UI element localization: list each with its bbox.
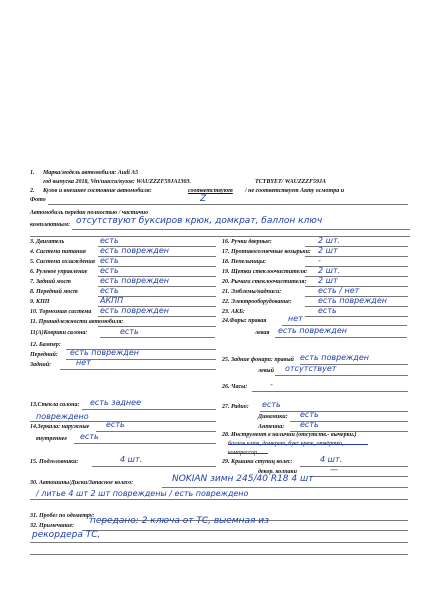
left-item-line [98, 316, 216, 317]
dyn-label: Динамики: [258, 414, 288, 420]
left-item-label: 10. Тормозная система [30, 309, 92, 315]
row2-label-a: Кузов и внешнее состояние автомобиля: [43, 188, 152, 194]
complect-line [72, 229, 410, 230]
right-item-handwriting: 2 шт [318, 276, 338, 285]
left-item-handwriting: есть поврежден [100, 306, 169, 315]
row11a-line [100, 337, 215, 338]
left-item-label: 6. Рулевое управление [30, 269, 88, 275]
row30-label: 30. Автошины/Диски/Запасное колесо: [30, 480, 134, 486]
row11a-label: 11(А)Коврики салона: [30, 330, 88, 336]
row14-handwriting: есть [106, 420, 125, 429]
row15-line [92, 466, 216, 467]
row1-number: 1. [30, 170, 35, 176]
row27-label: 27. Радио: [222, 404, 249, 410]
right-item-handwriting: 2 шт. [318, 236, 341, 245]
row30-line-2 [30, 499, 408, 500]
inner-handwriting: есть [80, 432, 99, 441]
right-item-label: 22. Электрооборудование: [222, 299, 292, 305]
row28-line2: баллон.ключ, домкрат, букс.крюк, отвёртка, [228, 441, 344, 447]
row26-label: 26. Часы: [222, 384, 248, 390]
rear-handwriting: нет [76, 358, 91, 367]
right-item-label: 18. Пепельницы: [222, 259, 267, 265]
right-item-label: 23. АКБ: [222, 309, 245, 315]
row32-line-2 [30, 542, 408, 543]
row24-handwriting-1: нет [288, 314, 303, 323]
row24-line-2 [275, 337, 407, 338]
right-item-handwriting: 2 шт [318, 246, 338, 255]
row2-label-b: соответствуют [188, 188, 233, 194]
row28-strike-2 [228, 453, 268, 454]
row32-line-1 [82, 530, 408, 531]
row15-handwriting: 4 шт. [120, 455, 143, 464]
right-item-handwriting: 2 шт. [318, 266, 341, 275]
row26-line [252, 391, 408, 392]
row28-strike [228, 444, 368, 445]
row11a-handwriting: есть [120, 327, 139, 336]
row32-handwriting-1: передано: 2 ключа от ТС, выемная из [90, 516, 269, 526]
front-label: Передний: [30, 352, 58, 358]
row25-handwriting-1: есть поврежден [300, 353, 369, 362]
right-item-handwriting: есть / нет [318, 286, 360, 295]
left-item-label: 3. Двигатель [30, 239, 65, 245]
row15-label: 15. Подголовники: [30, 459, 79, 465]
row1-vin-ref: TCTBYET/ WAUZZZF59JA [255, 179, 326, 185]
row24-left: левая [255, 330, 270, 336]
left-item-handwriting: есть [100, 286, 119, 295]
right-item-handwriting: есть [318, 306, 337, 315]
row12-label: 12. Бампер: [30, 342, 61, 348]
row25-line-2 [275, 375, 408, 376]
ant-handwriting: есть [300, 420, 319, 429]
row2-number: 2. [30, 188, 35, 194]
left-item-label: 9. КПП [30, 299, 50, 305]
inner-label: внутреннее [36, 436, 67, 442]
row2-line [48, 204, 408, 205]
left-item-handwriting: АКПП [100, 296, 124, 305]
row27-line [260, 411, 408, 412]
row25-left: левый [258, 368, 274, 374]
left-item-handwriting: есть [100, 236, 119, 245]
row13-label: 13.Стекла салона: [30, 402, 80, 408]
row29-label: 29. Крышки ступиц колес: [222, 459, 293, 465]
left-item-label: 5. Система охлаждения [30, 259, 95, 265]
row29-handwriting: 4 шт. [320, 455, 343, 464]
left-item-label: 8. Передний мост [30, 289, 78, 295]
row2-label-c: / не соответствует Акту осмотра и [245, 188, 345, 194]
row32-label: 32. Примечание: [30, 523, 75, 529]
right-item-label: 20. Рычаги стеклоочистителя: [222, 279, 307, 285]
row26-handwriting: - [270, 380, 273, 389]
complect-handwriting: отсутствуют буксиров крюк, домкрат, баллон ключ [76, 216, 323, 226]
decor-line [310, 476, 408, 477]
row32-handwriting-2: рекордера ТС, [32, 530, 101, 540]
row30-line-1 [162, 487, 408, 488]
row1-vin: год выпуска 2018, Vin/шасси/кузов: WAUZZZF59JA1303. [43, 179, 191, 185]
row28-label: 28. Инструмент в наличии (отсутств.- вычерки.) [222, 432, 357, 438]
right-item-line [305, 316, 408, 317]
dyn-handwriting: есть [300, 410, 319, 419]
complect-line-2 [30, 236, 410, 237]
front-handwriting: есть поврежден [70, 348, 139, 357]
row13-handwriting-2: повреждено [36, 412, 89, 421]
rear-line [60, 369, 216, 370]
rear-label: Задний: [30, 362, 52, 368]
row1-label: Марка/модель автомобиля: Audi A5 [43, 170, 139, 176]
right-item-label: 16. Ручки дверные: [222, 239, 272, 245]
decor-handwriting: — [330, 465, 338, 474]
section-handover: Автомобиль передан полностью / частично [30, 210, 149, 216]
row24-label: 24.Фары: правая [222, 318, 267, 324]
row2-handwriting: Z [200, 194, 207, 204]
left-item-label: 7. Задний мост [30, 279, 71, 285]
row2-photo-label: Фото [30, 197, 46, 203]
right-item-handwriting: есть поврежден [318, 296, 387, 305]
right-item-label: 21. Эмблемы/надписи: [222, 289, 282, 295]
row13-line-1 [82, 409, 216, 410]
row29-line [300, 466, 408, 467]
row14-label: 14.Зеркала: наружные [30, 424, 90, 430]
left-item-handwriting: есть [100, 266, 119, 275]
left-item-handwriting: есть [100, 256, 119, 265]
row24-handwriting-2: есть поврежден [278, 326, 347, 335]
row28-line3: компрессор. [228, 450, 259, 456]
left-item-line [98, 326, 216, 327]
row25-handwriting-2: отсутствует [285, 364, 337, 373]
row25-label: 25. Задние фонари: правый [222, 357, 294, 363]
inner-line [74, 443, 216, 444]
left-item-handwriting: есть поврежден [100, 246, 169, 255]
decor-label: декор. колпаки [258, 469, 297, 475]
row30-handwriting-1: NOKIAN зимн 245/40 R18 4 шт [172, 474, 314, 484]
row13-handwriting-1: есть заднее [90, 398, 141, 407]
right-item-label: 17. Противосолнечные козырьки: [222, 249, 311, 255]
row31-label: 31. Пробег по одометру: [30, 513, 95, 519]
left-item-handwriting: есть поврежден [100, 276, 169, 285]
row30-handwriting-2: / литье 4 шт 2 шт повреждены / есть повреждено [36, 489, 249, 498]
row32-line-3 [30, 554, 408, 555]
left-item-label: 4. Система питания [30, 249, 86, 255]
row14-line [96, 431, 216, 432]
row27-handwriting: есть [262, 400, 281, 409]
left-item-label: 11. Принадлежности автомобиля: [30, 319, 124, 325]
right-item-handwriting: - [318, 256, 321, 265]
ant-label: Антенна: [258, 424, 285, 430]
right-item-label: 19. Щетки стеклоочистителя: [222, 269, 308, 275]
complect-label: комплектным: [30, 222, 71, 228]
